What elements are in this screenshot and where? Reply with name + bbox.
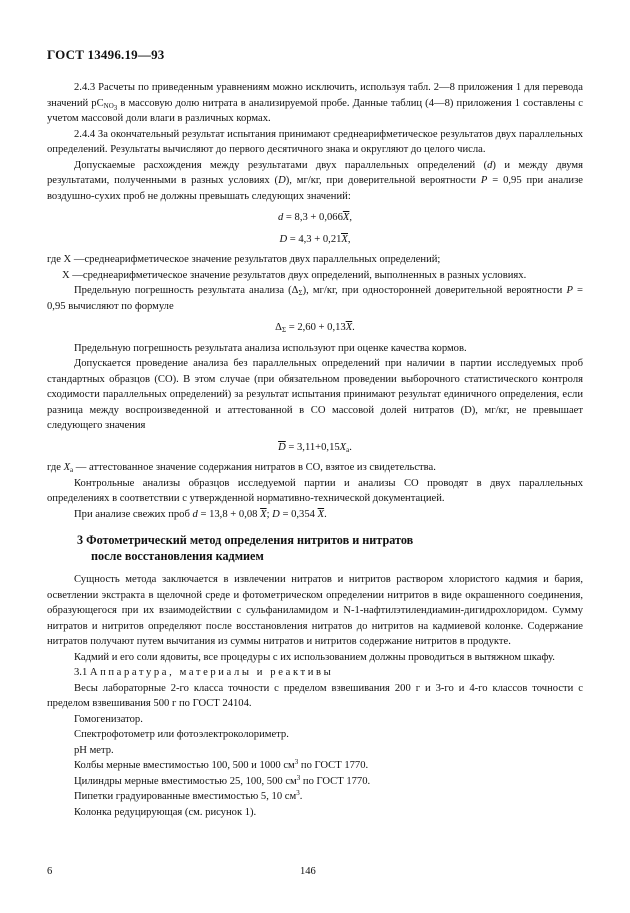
text: = 4,3 + 0,21 bbox=[287, 233, 342, 245]
superscript: 3 bbox=[296, 773, 301, 782]
text: = 8,3 + 0,066 bbox=[283, 212, 343, 223]
text: где bbox=[47, 462, 64, 473]
var-d: d bbox=[487, 159, 493, 171]
var: $\overline{D}$ bbox=[278, 441, 286, 453]
paragraph-cadmium: Кадмий и его соли ядовиты, все процедуры с их использованием должны проводиться в вытяжном шкафу. bbox=[74, 651, 555, 663]
paragraph-2-4-3 bbox=[47, 80, 583, 127]
var-x: X bbox=[63, 462, 71, 473]
page-body bbox=[47, 80, 583, 820]
formula-D-so bbox=[47, 440, 583, 456]
text: = 2,60 + 0,13 bbox=[286, 322, 346, 333]
var: D bbox=[279, 233, 288, 245]
text: ), мг/кг, при доверительной вероятности bbox=[285, 175, 481, 186]
subscript: Σ bbox=[298, 289, 303, 297]
text: = 3,11+0,15 bbox=[285, 441, 340, 453]
definition-x bbox=[47, 252, 583, 268]
subscript: Σ bbox=[281, 326, 287, 334]
page-number-center: 146 bbox=[300, 866, 316, 877]
text: . bbox=[299, 791, 303, 802]
paragraph-tolerances bbox=[47, 158, 583, 205]
paragraph-method: Сущность метода заключается в извлечении нитратов и нитритов раствором хлористого кадмия и бария, осветлении экстракта в щелочной среде и фотометрическом определении нитритов в виде окрашенного соединения, образующегося при их взаимодействии с сульфаниламидом и N-1-нафтилэтилендиамин-дигидрохлоридом. Сумму нитратов и нитритов определяют после восстановления нитратов до нитритов на кадмиевой колонке. Содержание нитратов получают путем вычитания из суммы нитратов и нитритов содержание нитритов в продукте. bbox=[47, 574, 583, 647]
item-spectrophotometer: Спектрофотометр или фотоэлектроколориметр. bbox=[74, 729, 289, 740]
var-x-bar: $\overline{X}$ bbox=[317, 508, 325, 520]
text: ; bbox=[266, 508, 273, 520]
subscript: 3 bbox=[113, 103, 118, 112]
var-D: D bbox=[272, 508, 280, 520]
text: Предельную погрешность результата анализа (Δ bbox=[74, 285, 299, 296]
paragraph-2-4-4: 2.4.4 За окончательный результат испытания принимают среднеарифметическое результатов двух параллельных определений. Результаты вычисляют до первого десятичного знака и округляют до целого числа. bbox=[47, 128, 583, 155]
var-x-bar: $\overline{X}$ bbox=[260, 508, 267, 520]
text: ), мг/кг, при односторонней доверительной вероятности bbox=[302, 285, 567, 296]
text: = 0,354 bbox=[279, 508, 318, 520]
var-P: P bbox=[566, 285, 573, 296]
text: Цилиндры мерные вместимостью 25, 100, 500 см bbox=[74, 775, 297, 787]
text: Допускаемые расхождения между результатами двух параллельных определений ( bbox=[74, 159, 488, 171]
var-d: d bbox=[192, 508, 198, 520]
item-ph-meter: pH метр. bbox=[74, 744, 114, 756]
var-x-double-bar: $\overline{X}$ bbox=[341, 233, 348, 245]
section-title-line: 3 Фотометрический метод определения нитритов и нитратов bbox=[77, 533, 414, 547]
item-column: Колонка редуцирующая (см. рисунок 1). bbox=[74, 806, 257, 818]
superscript: 3 bbox=[296, 789, 300, 797]
var-P: P bbox=[480, 175, 488, 186]
def-text: среднеарифметическое значение результатов двух определений, выполненных в разных условиях. bbox=[82, 269, 527, 281]
text: по ГОСТ 1770. bbox=[298, 760, 369, 771]
text: . bbox=[349, 441, 352, 453]
text: ) и между двумя результатами, полученными в разных условиях ( bbox=[47, 159, 583, 186]
page-number-left: 6 bbox=[47, 866, 53, 877]
text: в массовую долю нитрата в анализируемой пробе. Данные таблиц (4—8) приложения 1 составлены с учетом массовой доли влаги в различных кормах. bbox=[47, 97, 583, 124]
paragraph-error-usage: Предельную погрешность результата анализа используют при оценке качества кормов. bbox=[74, 342, 467, 354]
text: = 0,95 вычисляют по формуле bbox=[47, 285, 584, 312]
def-term: X — bbox=[62, 269, 83, 281]
section-3-title bbox=[77, 532, 583, 564]
definition-xa bbox=[47, 460, 583, 476]
page-header: ГОСТ 13496.19—93 bbox=[47, 47, 165, 62]
text: При анализе свежих проб bbox=[74, 508, 193, 520]
text: . bbox=[352, 322, 355, 333]
subsection-3-1 bbox=[47, 665, 583, 681]
text: , bbox=[349, 212, 353, 223]
item-flasks bbox=[47, 758, 583, 774]
subscript: a bbox=[70, 466, 74, 474]
var-x-bar: $\overline{X}$ bbox=[345, 322, 353, 333]
text: = 0,95 при анализе воздушно-сухих проб не должны превышать следующих значений: bbox=[47, 175, 583, 202]
text: . bbox=[324, 508, 327, 520]
text: Пипетки градуированные вместимостью 5, 10 см bbox=[74, 791, 297, 802]
paragraph-no-parallel: Допускается проведение анализа без параллельных определений при наличии в партии исследуемых проб стандартных образцов (СО). В этом случае (при обязательном проведении выборочного статистического контроля сходимости параллельных определений) за результат испытания принимают результат единичного определения, если разница между воспроизведенной и аттестованной в СО массовой долей нитратов (D), мг/кг, не превышает следующего значения bbox=[47, 358, 583, 431]
var-x-bar: $\overline{X}$ bbox=[342, 212, 350, 223]
section-title-line: после восстановления кадмием bbox=[91, 549, 264, 563]
def-text: среднеарифметическое значение результатов двух параллельных определений; bbox=[84, 254, 441, 265]
formula-d bbox=[47, 210, 583, 226]
definition-x-double bbox=[47, 268, 583, 284]
text: 2.4.3 Расчеты по приведенным уравнениям можно исключить, используя табл. 2—8 приложения 1 для перевода значений pC bbox=[47, 82, 583, 109]
var: d bbox=[277, 212, 284, 223]
subsection-title: Аппаратура, материалы и реактивы bbox=[89, 667, 334, 678]
paragraph-control: Контрольные анализы образцов исследуемой партии и анализы СО проводят в двух параллельных определениях в соответствии с утвержденной нормативно-технической документацией. bbox=[47, 477, 583, 504]
text: , bbox=[347, 233, 351, 245]
subscript: NO bbox=[103, 101, 114, 110]
text: Δ bbox=[275, 322, 282, 333]
item-pipettes bbox=[47, 789, 583, 805]
text: = 13,8 + 0,08 bbox=[197, 508, 261, 520]
paragraph-fresh bbox=[47, 507, 583, 523]
formula-error bbox=[47, 320, 583, 336]
item-cylinders bbox=[47, 774, 583, 790]
subscript: a bbox=[346, 445, 350, 454]
paragraph-error bbox=[47, 283, 583, 314]
item-homogenizer: Гомогенизатор. bbox=[74, 713, 143, 725]
formula-D bbox=[47, 232, 583, 248]
var-D: D bbox=[278, 175, 286, 186]
def-term: где X — bbox=[47, 254, 85, 265]
var-x: X bbox=[339, 441, 347, 453]
text: по ГОСТ 1770. bbox=[300, 775, 371, 787]
superscript: 3 bbox=[294, 758, 299, 766]
text: Колбы мерные вместимостью 100, 500 и 1000 см bbox=[74, 760, 295, 771]
item-scales: Весы лабораторные 2-го класса точности с пределом взвешивания 200 г и 3-го и 4-го классов точности с пределом взвешивания 500 г по ГОСТ 24104. bbox=[47, 682, 583, 709]
text: 3.1 bbox=[74, 667, 90, 678]
text: — аттестованное значение содержания нитратов в СО, взятое из свидетельства. bbox=[73, 462, 436, 473]
